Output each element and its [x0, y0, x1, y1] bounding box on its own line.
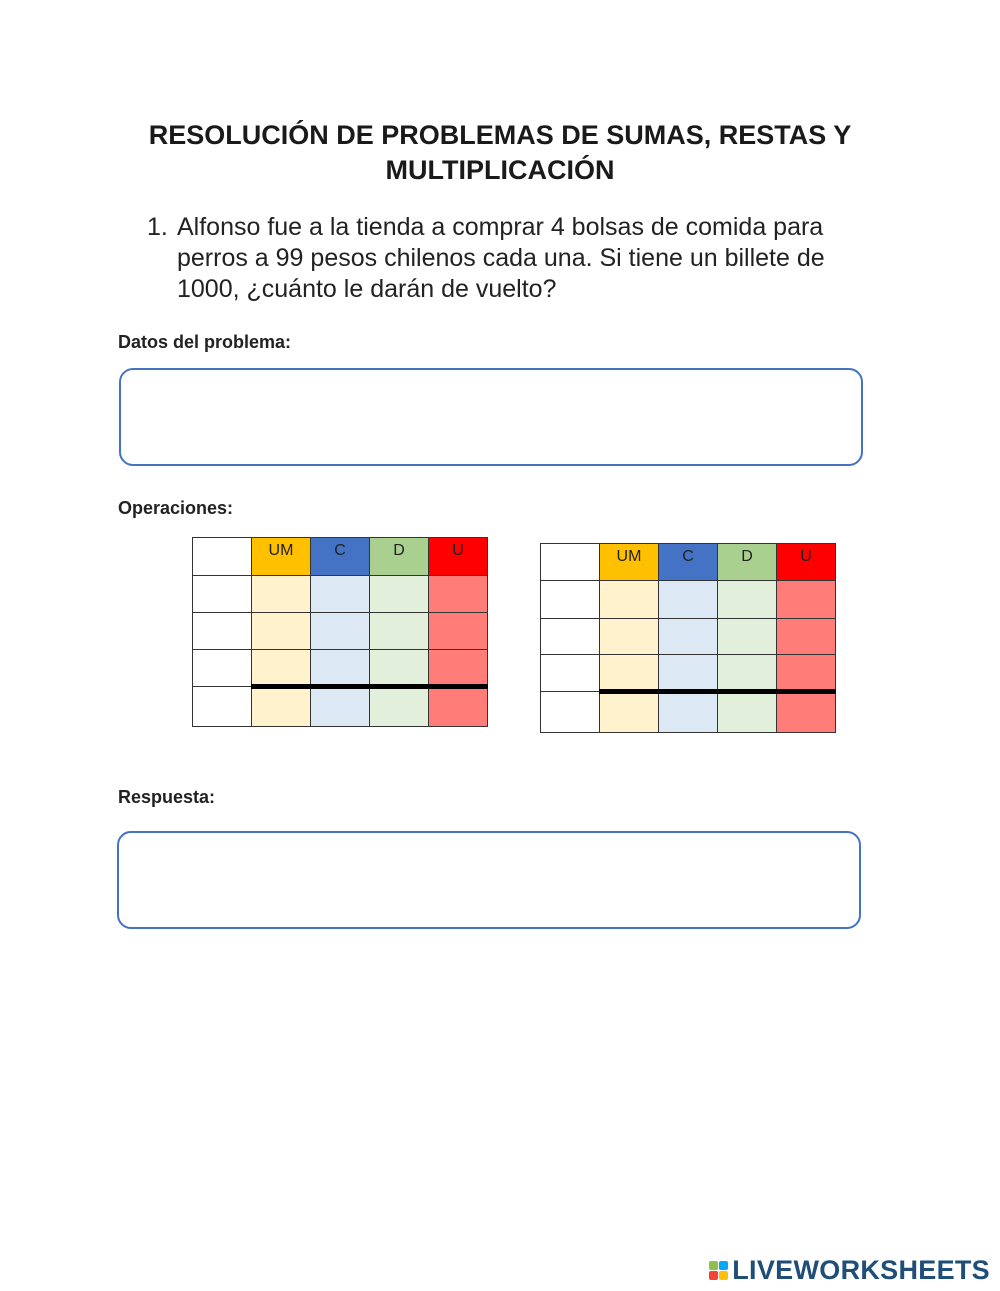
result-cell-u[interactable] — [777, 692, 836, 733]
digit-cell-c[interactable] — [311, 576, 370, 613]
page-title-line-1: RESOLUCIÓN DE PROBLEMAS DE SUMAS, RESTAS Y — [148, 120, 852, 150]
digit-cell-um[interactable] — [252, 650, 311, 687]
result-cell-u[interactable] — [429, 687, 488, 727]
row-label-cell[interactable] — [541, 581, 600, 619]
header-c: C — [659, 544, 718, 581]
header-c: C — [311, 538, 370, 576]
answer-input-box[interactable] — [117, 831, 861, 929]
operations-grid-right — [540, 543, 836, 733]
row-label-cell — [541, 544, 600, 581]
row-label-cell[interactable] — [193, 650, 252, 687]
operations-grid-left — [192, 537, 488, 727]
digit-cell-c[interactable] — [659, 581, 718, 619]
digit-cell-d[interactable] — [370, 650, 429, 687]
header-u: U — [777, 544, 836, 581]
digit-cell-um[interactable] — [252, 576, 311, 613]
operations-label: Operaciones: — [118, 498, 234, 518]
digit-cell-d[interactable] — [370, 613, 429, 650]
digit-cell-u[interactable] — [429, 650, 488, 687]
result-cell-d[interactable] — [718, 692, 777, 733]
digit-cell-d[interactable] — [718, 655, 777, 692]
result-cell-um[interactable] — [252, 687, 311, 727]
question-1 — [147, 212, 887, 305]
digit-cell-um[interactable] — [600, 619, 659, 655]
digit-cell-u[interactable] — [777, 619, 836, 655]
digit-cell-c[interactable] — [311, 650, 370, 687]
digit-cell-u[interactable] — [429, 613, 488, 650]
digit-cell-u[interactable] — [777, 655, 836, 692]
row-label-cell[interactable] — [541, 619, 600, 655]
row-label-cell — [193, 538, 252, 576]
digit-cell-d[interactable] — [718, 619, 777, 655]
answer-label: Respuesta: — [118, 787, 216, 807]
question-text: Alfonso fue a la tienda a comprar 4 bolsas de comida para perros a 99 pesos chilenos cada una. Si tiene un billete de 1000, ¿cuánto le darán de vuelto? — [177, 213, 825, 303]
brand-name: LIVEWORKSHEETS — [732, 1255, 990, 1285]
digit-cell-um[interactable] — [600, 581, 659, 619]
row-label-cell[interactable] — [541, 692, 600, 733]
page-title — [100, 118, 900, 188]
digit-cell-c[interactable] — [311, 613, 370, 650]
row-label-cell[interactable] — [193, 687, 252, 727]
liveworksheets-logo-icon — [709, 1261, 728, 1280]
result-cell-um[interactable] — [600, 692, 659, 733]
digit-cell-um[interactable] — [600, 655, 659, 692]
header-d: D — [370, 538, 429, 576]
brand-footer[interactable] — [709, 1255, 990, 1286]
digit-cell-c[interactable] — [659, 619, 718, 655]
row-label-cell[interactable] — [541, 655, 600, 692]
digit-cell-d[interactable] — [370, 576, 429, 613]
header-d: D — [718, 544, 777, 581]
result-cell-c[interactable] — [659, 692, 718, 733]
row-label-cell[interactable] — [193, 613, 252, 650]
header-um: UM — [600, 544, 659, 581]
row-label-cell[interactable] — [193, 576, 252, 613]
digit-cell-c[interactable] — [659, 655, 718, 692]
digit-cell-u[interactable] — [777, 581, 836, 619]
data-label: Datos del problema: — [118, 332, 292, 352]
digit-cell-u[interactable] — [429, 576, 488, 613]
header-u: U — [429, 538, 488, 576]
data-input-box[interactable] — [119, 368, 863, 466]
result-cell-d[interactable] — [370, 687, 429, 727]
digit-cell-um[interactable] — [252, 613, 311, 650]
header-um: UM — [252, 538, 311, 576]
page-title-line-2: MULTIPLICACIÓN — [385, 155, 615, 185]
digit-cell-d[interactable] — [718, 581, 777, 619]
question-number: 1. — [147, 213, 168, 241]
result-cell-c[interactable] — [311, 687, 370, 727]
